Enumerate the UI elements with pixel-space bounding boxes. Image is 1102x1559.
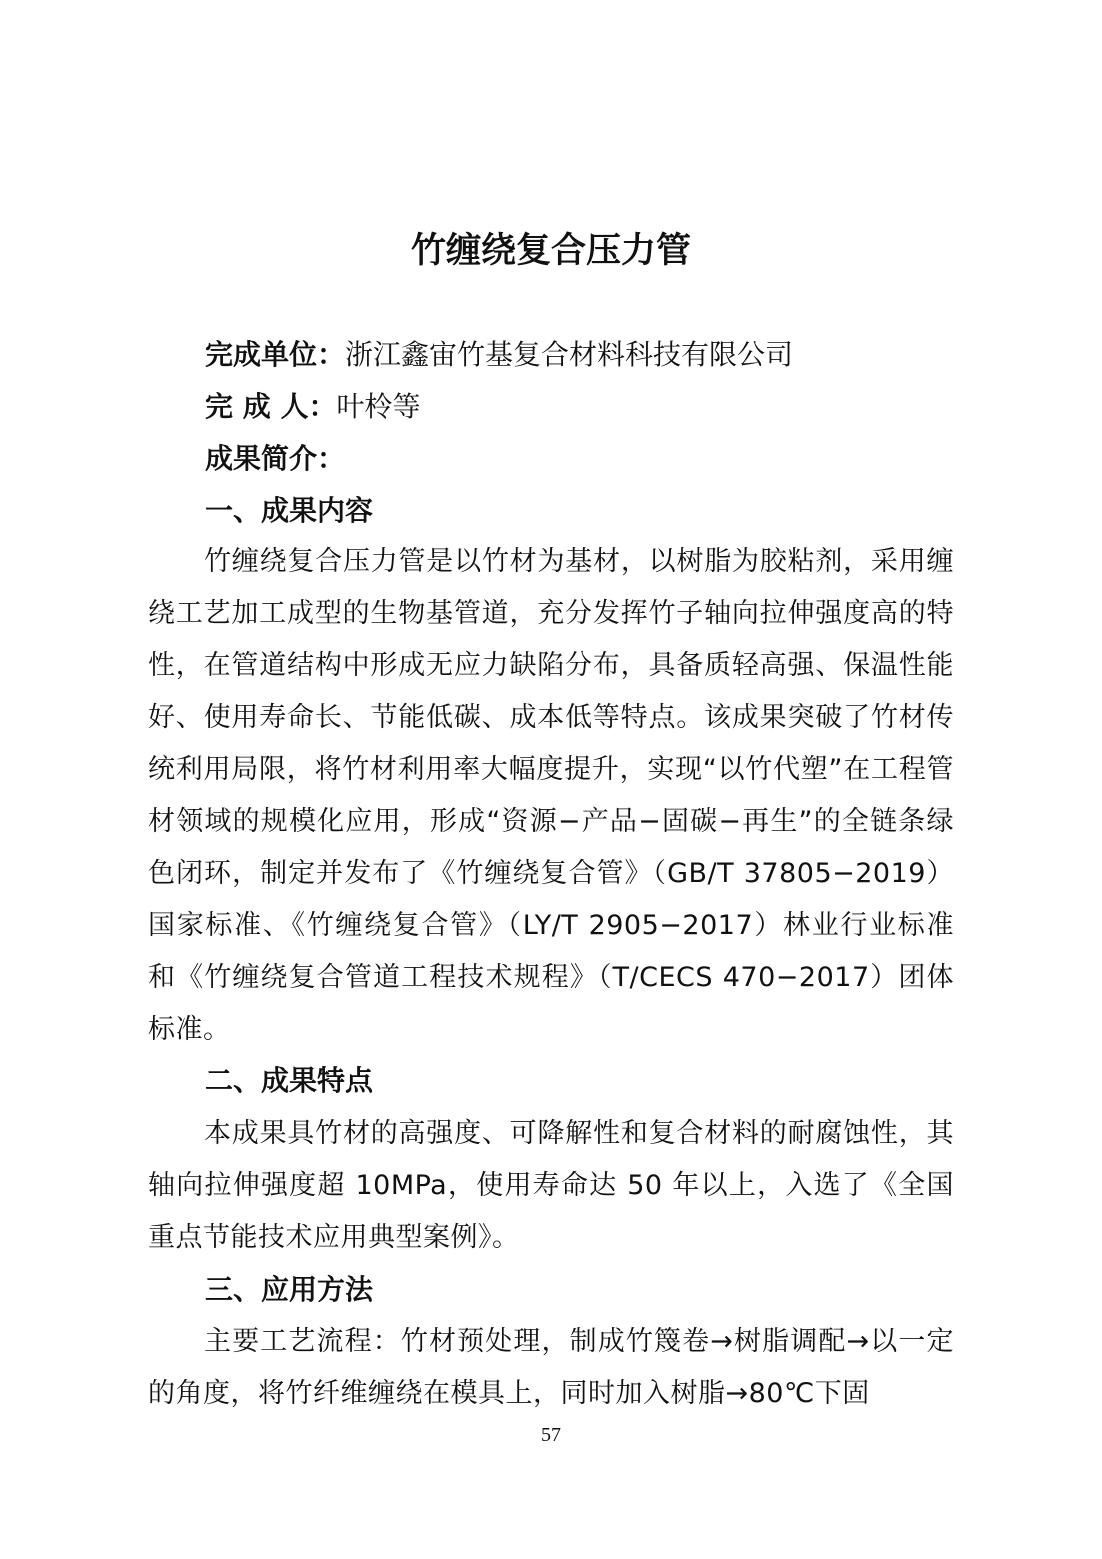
meta-label: 完 成 人： — [205, 390, 337, 423]
section-paragraph-application: 主要工艺流程：竹材预处理，制成竹篾卷→树脂调配→以一定的角度，将竹纤维缠绕在模具上，同时加入树脂→80℃下固 — [148, 1326, 954, 1409]
section-paragraph-features: 本成果具竹材的高强度、可降解性和复合材料的耐腐蚀性，其轴向拉伸强度超 10MPa，使用寿命达 50 年以上，入选了《全国重点节能技术应用典型案例》。 — [148, 1118, 954, 1253]
meta-label: 完成单位： — [205, 338, 346, 371]
section-heading-content: 一、成果内容 — [205, 494, 374, 527]
meta-label: 成果简介： — [205, 442, 346, 475]
section-heading-features: 二、成果特点 — [205, 1064, 374, 1097]
meta-value: 叶柃等 — [336, 390, 421, 423]
page-title: 竹缠绕复合压力管 — [410, 230, 691, 271]
meta-value: 浙江鑫宙竹基复合材料科技有限公司 — [345, 338, 794, 371]
meta-completing-unit — [205, 335, 965, 375]
meta-completers — [205, 387, 965, 427]
page-number: 57 — [541, 1424, 561, 1446]
section-heading-application: 三、应用方法 — [205, 1273, 374, 1306]
section-paragraph-content: 竹缠绕复合压力管是以竹材为基材，以树脂为胶粘剂，采用缠绕工艺加工成型的生物基管道，充分发挥竹子轴向拉伸强度高的特性，在管道结构中形成无应力缺陷分布，具备质轻高强、保温性能好、使用寿命长、节能低碳、成本低等特点。该成果突破了竹材传统利用局限，将竹材利用率大幅度提升，实现“以竹代塑”在工程管材领域的规模化应用，形成“资源−产品−固碳−再生”的全链条绿色闭环，制定并发布了《竹缠绕复合管》（GB/T 37805−2019）国家标准、《竹缠绕复合管》（LY/T 2905−2017）林业行业标准和《竹缠绕复合管道工程技术规程》（T/CECS 470−2017）团体标准。 — [148, 546, 954, 1045]
meta-summary — [205, 439, 965, 479]
